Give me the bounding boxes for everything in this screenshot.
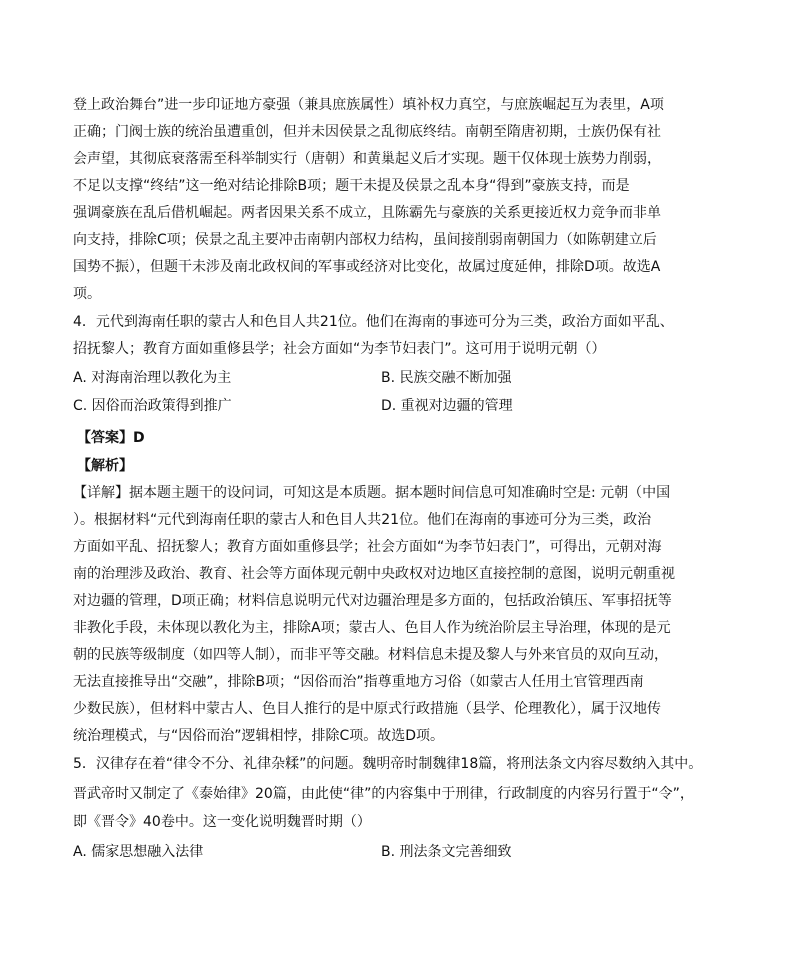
q4-detail-line: ）。根据材料“元代到海南任职的蒙古人和色目人共21位。他们在海南的事迹可分为三类，政治 — [73, 512, 652, 528]
q4-detail-line: 方面如平乱、招抚黎人；教育方面如重修县学；社会方面如“为李节妇表门”，可得出，元朝对海 — [73, 539, 662, 555]
q4-option-a[interactable]: A. 对海南治理以教化为主 — [73, 370, 232, 386]
q5-stem-line: 5．汉律存在着“律令不分、礼律杂糅”的问题。魏明帝时制魏律18篇，将刑法条文内容尽数纳入其中。 — [73, 756, 703, 772]
q4-option-d[interactable]: D. 重视对边疆的管理 — [381, 398, 513, 414]
q5-option-a[interactable]: A. 儒家思想融入法律 — [73, 844, 204, 860]
prev-explanation-line: 登上政治舞台”进一步印证地方豪强（兼具庶族属性）填补权力真空，与庶族崛起互为表里，A项 — [73, 97, 664, 113]
q5-option-b[interactable]: B. 刑法条文完善细致 — [381, 844, 512, 860]
prev-explanation-line: 强调豪族在乱后借机崛起。两者因果关系不成立，且陈霸先与豪族的关系更接近权力竞争而非单 — [73, 205, 661, 221]
prev-explanation-line: 项。 — [73, 286, 101, 302]
q4-detail-line: 朝的民族等级制度（如四等人制），而非平等交融。材料信息未提及黎人与外来官员的双向互动， — [73, 647, 668, 663]
q4-detail-line: 统治理模式，与“因俗而治”逻辑相悖，排除C项。故选D项。 — [73, 728, 445, 744]
q4-option-b[interactable]: B. 民族交融不断加强 — [381, 370, 512, 386]
q4-analysis-label: 【解析】 — [77, 458, 133, 474]
q4-stem-line: 4．元代到海南任职的蒙古人和色目人共21位。他们在海南的事迹可分为三类，政治方面如平乱、 — [73, 314, 674, 330]
q4-stem-line: 招抚黎人；教育方面如重修县学；社会方面如“为李节妇表门”。这可用于说明元朝（） — [73, 341, 606, 357]
q4-option-c[interactable]: C. 因俗而治政策得到推广 — [73, 398, 232, 414]
prev-explanation-line: 向支持，排除C项；侯景之乱主要冲击南朝内部权力结构，虽间接削弱南朝国力（如陈朝建立后 — [73, 232, 657, 248]
q4-detail-line: 对边疆的管理，D项正确；材料信息说明元代对边疆治理是多方面的，包括政治镇压、军事招抚等 — [73, 593, 672, 609]
prev-explanation-line: 会声望，其彻底衰落需至科举制实行（唐朝）和黄巢起义后才实现。题干仅体现士族势力削弱， — [73, 151, 661, 167]
q4-detail-line: 【详解】据本题主题干的设问词，可知这是本质题。据本题时间信息可知准确时空是: 元朝（中国 — [73, 485, 671, 501]
prev-explanation-line: 不足以支撑“终结”这一绝对结论排除B项；题干未提及侯景之乱本身“得到”豪族支持，而是 — [73, 178, 630, 194]
q4-detail-line: 少数民族），但材料中蒙古人、色目人推行的是中原式行政措施（县学、伦理教化），属于汉地传 — [73, 701, 661, 717]
prev-explanation-line: 正确；门阀士族的统治虽遭重创，但并未因侯景之乱彻底终结。南朝至隋唐初期，士族仍保有社 — [73, 124, 661, 140]
q5-stem-line: 即《晋令》40卷中。这一变化说明魏晋时期（） — [73, 814, 371, 830]
q4-answer: 【答案】D — [77, 430, 145, 446]
q5-stem-line: 晋武帝时又制定了《泰始律》20篇，由此使“律”的内容集中于刑律，行政制度的内容另行置于“令”， — [73, 786, 694, 802]
q4-detail-line: 南的治理涉及政治、教育、社会等方面体现元朝中央政权对边地区直接控制的意图，说明元朝重视 — [73, 566, 675, 582]
q4-detail-line: 无法直接推导出“交融”，排除B项；“因俗而治”指尊重地方习俗（如蒙古人任用土官管理西南 — [73, 674, 644, 690]
q4-detail-line: 非教化手段，未体现以教化为主，排除A项；蒙古人、色目人作为统治阶层主导治理，体现的是元 — [73, 620, 671, 636]
prev-explanation-line: 国势不振），但题干未涉及南北政权间的军事或经济对比变化，故属过度延伸，排除D项。故选A — [73, 259, 661, 275]
